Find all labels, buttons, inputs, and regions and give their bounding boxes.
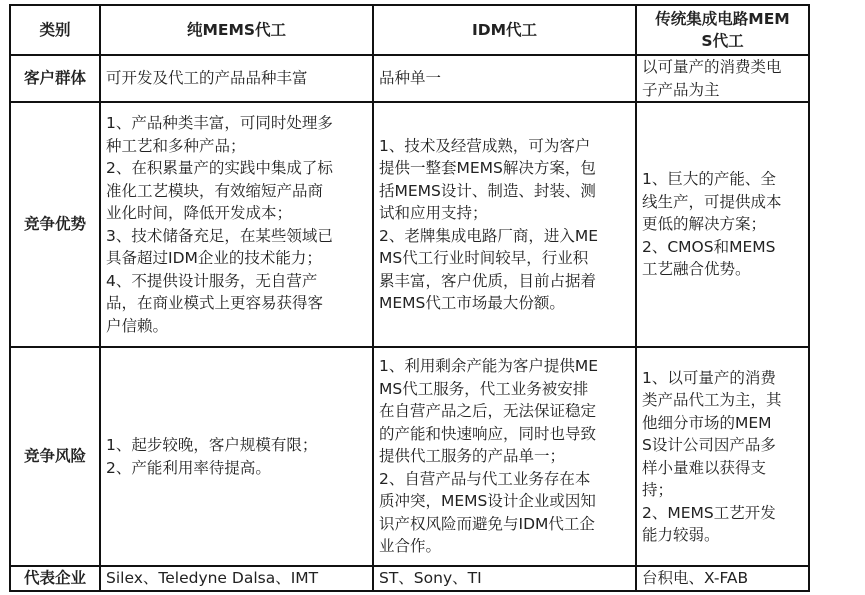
table-cell — [373, 347, 636, 566]
row-label: 客户群体 — [10, 55, 100, 102]
table-cell — [636, 55, 809, 102]
table-cell — [100, 55, 373, 102]
table-cell — [373, 55, 636, 102]
cell-line: 以可量产的消费类电 — [642, 58, 782, 76]
row-label: 竞争优势 — [10, 102, 100, 347]
cell-line: 业化时间，降低开发成本； — [106, 204, 293, 222]
cell-line: 2、自营产品与代工业务存在本 — [379, 469, 591, 488]
cell-line: 1、利用剩余产能为客户提供ME — [379, 357, 599, 376]
cell-line: 持； — [642, 481, 674, 499]
row-label: 竞争风险 — [10, 347, 100, 566]
header-pure-mems: 纯MEMS代工 — [100, 5, 373, 55]
cell-line: ST、Sony、TI — [379, 569, 482, 587]
cell-line: 1、起步较晚，客户规模有限； — [106, 436, 318, 454]
header-idm: IDM代工 — [373, 5, 636, 55]
cell-line: 品，在商业模式上更容易获得客 — [106, 294, 324, 312]
cell-line: 准化工艺模块，有效缩短产品商 — [106, 181, 324, 200]
cell-line: 品种单一 — [379, 69, 442, 88]
cell-line: S设计公司因产品多 — [642, 436, 776, 454]
table-row — [10, 566, 809, 591]
cell-line: 能力较弱。 — [642, 526, 720, 544]
header-traditional-ic — [636, 5, 809, 55]
header-row — [10, 5, 809, 55]
header-line: S代工 — [701, 32, 744, 50]
table-row — [10, 55, 809, 102]
cell-line: 4、不提供设计服务，无自营产 — [106, 271, 318, 290]
cell-line: 1、产品种类丰富，可同时处理多 — [106, 114, 333, 132]
cell-line: 户信赖。 — [106, 316, 169, 335]
cell-line: 提供代工服务的产品单一； — [379, 447, 566, 466]
cell-line: 线生产，可提供成本 — [642, 192, 782, 211]
cell-line: 台积电、X-FAB — [642, 569, 749, 587]
table-cell — [100, 347, 373, 566]
cell-line: 试和应用支持； — [379, 204, 488, 222]
cell-line: 可开发及代工的产品品种丰富 — [106, 69, 308, 88]
cell-line: MEMS代工市场最大份额。 — [379, 294, 565, 312]
cell-line: 2、MEMS工艺开发 — [642, 503, 776, 522]
cell-line: 1、以可量产的消费 — [642, 368, 776, 387]
cell-line: 2、产能利用率待提高。 — [106, 458, 271, 477]
cell-line: 1、巨大的产能、全 — [642, 170, 776, 189]
cell-line: 3、技术储备充足，在某些领域已 — [106, 226, 333, 245]
table-cell — [636, 566, 809, 591]
cell-line: 子产品为主 — [642, 80, 720, 99]
cell-line: 种工艺和多种产品； — [106, 136, 246, 155]
cell-line: 业合作。 — [379, 537, 442, 556]
cell-line: 1、技术及经营成熟，可为客户 — [379, 136, 591, 155]
table-cell — [636, 347, 809, 566]
cell-line: 识产权风险而避免与IDM代工企 — [379, 514, 595, 533]
table-cell — [373, 566, 636, 591]
cell-line: 的产能和快速响应，同时也导致 — [379, 424, 597, 443]
cell-line: MS代工行业时间较早，行业积 — [379, 249, 589, 267]
cell-line: 提供一整套MEMS解决方案，包 — [379, 159, 596, 177]
table-row — [10, 102, 809, 347]
cell-line: 他细分市场的MEM — [642, 413, 772, 432]
table-cell — [373, 102, 636, 347]
table-row — [10, 347, 809, 566]
cell-line: 2、老牌集成电路厂商，进入ME — [379, 226, 599, 245]
table-cell — [100, 102, 373, 347]
cell-line: 类产品代工为主，其 — [642, 391, 782, 409]
cell-line: 样小量难以获得支 — [642, 458, 767, 477]
table-cell — [636, 102, 809, 347]
cell-line: 更低的解决方案； — [642, 215, 767, 234]
cell-line: 在自营产品之后，无法保证稳定 — [379, 402, 597, 421]
cell-line: Silex、Teledyne Dalsa、IMT — [106, 569, 319, 587]
cell-line: MS代工服务，代工业务被安排 — [379, 379, 589, 398]
cell-line: 2、CMOS和MEMS — [642, 237, 776, 256]
cell-line: 累丰富，客户优质，目前占据着 — [379, 271, 597, 290]
header-line: 传统集成电路MEM — [655, 10, 790, 28]
cell-line: 工艺融合优势。 — [642, 260, 751, 279]
cell-line: 具备超过IDM企业的技术能力； — [106, 249, 322, 267]
table-cell — [100, 566, 373, 591]
cell-line: 括MEMS设计、制造、封装、测 — [379, 181, 596, 200]
cell-line: 质冲突，MEMS设计企业或因知 — [379, 492, 596, 511]
comparison-table — [9, 4, 810, 592]
row-label: 代表企业 — [10, 566, 100, 591]
cell-line: 2、在积累量产的实践中集成了标 — [106, 159, 333, 177]
header-category: 类别 — [10, 5, 100, 55]
